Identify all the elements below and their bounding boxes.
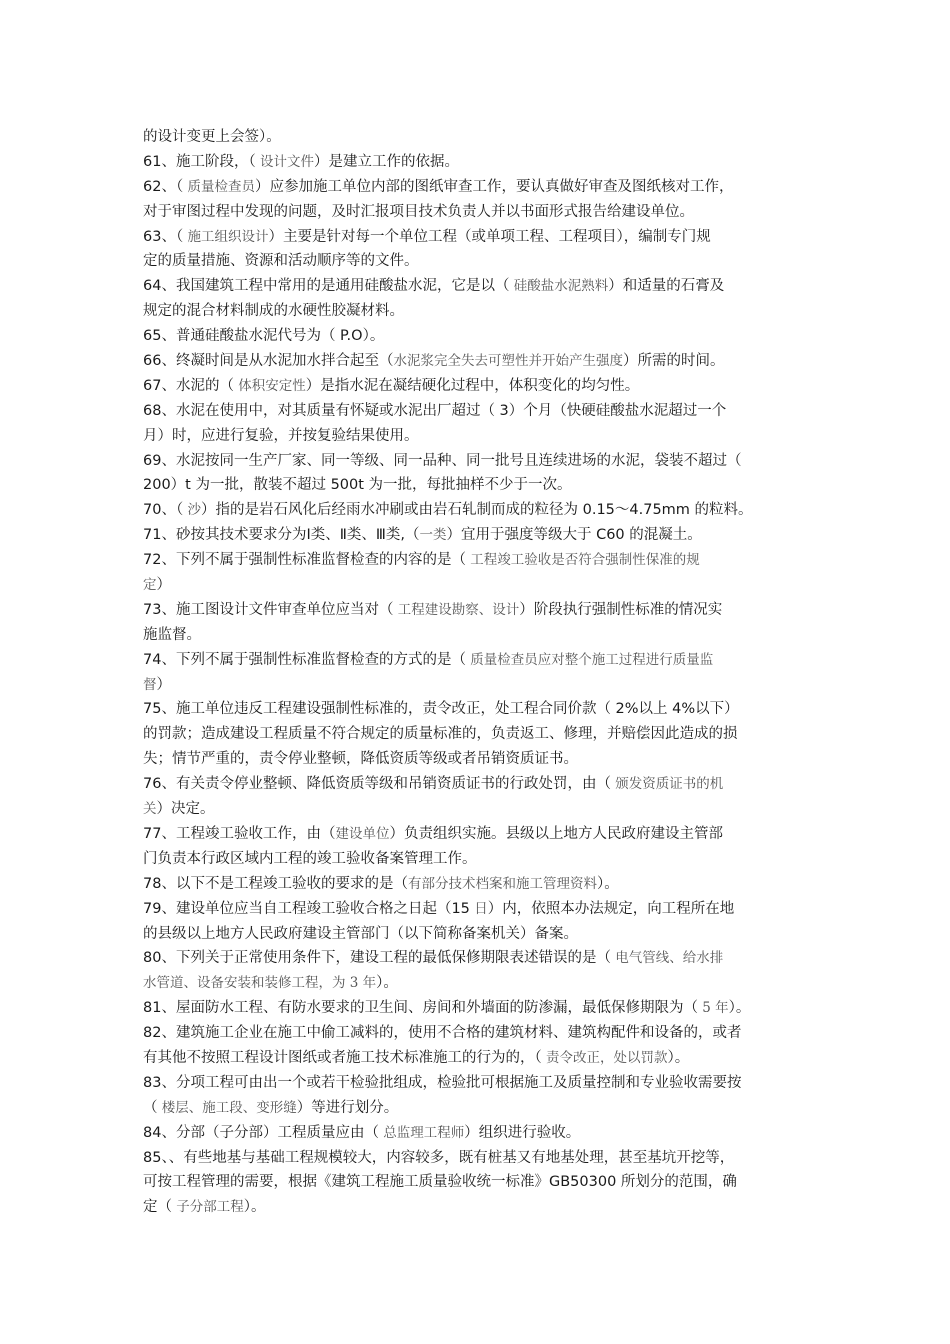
text-line (143, 523, 815, 548)
question-text: ）等进行划分。 (296, 1099, 399, 1116)
question-text: 82、建筑施工企业在施工中偷工减料的，使用不合格的建筑材料、建筑构配件和设备的，或者 (143, 1025, 742, 1042)
text-line (143, 299, 815, 324)
question-text: ）和适量的石膏及 (608, 278, 725, 295)
question-text: 门负责本行政区域内工程的竣工验收备案管理工作。 (143, 850, 477, 867)
question-text: 64、我国建筑工程中常用的是通用硅酸盐水泥，它是以（ (143, 278, 510, 295)
question-text: ）是指水泥在凝结硬化过程中，体积变化的均匀性。 (305, 377, 640, 394)
question-text: ） (156, 676, 171, 693)
question-text: ）内，依照本办法规定，向工程所在地 (487, 900, 735, 917)
question-text: ）宜用于强度等级大于 C60 的混凝土。 (446, 527, 702, 544)
question-text: 74、下列不属于强制性标准监督检查的方式的是（ (143, 651, 466, 668)
text-line (143, 946, 815, 971)
text-line (143, 1195, 815, 1220)
answer-text: 设计文件 (255, 153, 314, 170)
answer-text: 子分部工程 (172, 1199, 244, 1216)
text-line (143, 623, 815, 648)
text-line (143, 673, 815, 698)
text-line (143, 349, 815, 374)
question-text: ）。 (243, 1199, 266, 1216)
text-line (143, 1121, 815, 1146)
text-line (143, 200, 815, 225)
answer-text: 电气管线、给水排 (610, 950, 724, 967)
text-line (143, 374, 815, 399)
question-text: 78、以下不是工程竣工验收的要求的是（ (143, 875, 408, 892)
question-text: ）阶段执行强制性标准的情况实 (519, 601, 723, 618)
question-text: 有其他不按照工程设计图纸或者施工技术标准施工的行为的，（ (143, 1049, 542, 1066)
text-line (143, 1071, 815, 1096)
text-line (143, 473, 815, 498)
answer-text: 工程竣工验收是否符合强制性保准的规 (465, 552, 700, 569)
answer-text: 质量检查员应对整个施工过程进行质量监 (465, 651, 714, 668)
question-text: 76、有关责令停业整顿、降低资质等级和吊销资质证书的行政处罚，由（ (143, 776, 611, 793)
question-text: 73、施工图设计文件审查单位应当对（ (143, 601, 394, 618)
question-text: 61、施工阶段，（ (143, 153, 256, 170)
question-text: 定的质量措施、资源和活动顺序等的文件。 (143, 253, 419, 270)
question-text: 83、分项工程可由出一个或若干检验批组成，检验批可根据施工及质量控制和专业验收需要按 (143, 1074, 742, 1091)
text-line (143, 772, 815, 797)
question-text: ）。 (376, 975, 398, 992)
text-line (143, 249, 815, 274)
question-text: 68、水泥在使用中，对其质量有怀疑或水泥出厂超过（ 3）个月（快硬硅酸盐水泥超过一个 (143, 402, 727, 419)
answer-text: 总监理工程师 (378, 1124, 465, 1141)
text-line (143, 150, 815, 175)
text-line (143, 847, 815, 872)
question-text: ）决定。 (156, 801, 215, 818)
answer-text: 硅酸盐水泥熟料 (509, 278, 609, 295)
question-text: 的罚款；造成建设工程质量不符合规定的质量标准的，负责返工、修理，并赔偿因此造成的损 (143, 726, 738, 743)
answer-text: 水泥浆完全失去可塑性并开始产生强度 (393, 353, 623, 370)
answer-text: 定 (143, 577, 157, 594)
question-text: 81、屋面防水工程、有防水要求的卫生间、房间和外墙面的防渗漏，最低保修期限为（ (143, 1000, 698, 1017)
answer-text: 水管道、设备安装和装修工程，为 3 年 (143, 975, 377, 992)
text-line (143, 573, 815, 598)
answer-text: 楼层、施工段、变形缝 (157, 1099, 297, 1116)
question-text: ）组织进行验收。 (464, 1124, 581, 1141)
answer-text: 有部分技术档案和施工管理资料 (407, 875, 597, 892)
question-text: ）应参加施工单位内部的图纸审查工作，要认真做好审查及图纸核对工作， (255, 178, 734, 195)
text-line (143, 399, 815, 424)
question-text: 70、（ (143, 502, 184, 519)
text-line (143, 274, 815, 299)
question-text: 71、砂按其技术要求分为Ⅰ类、Ⅱ类、Ⅲ类,（ (143, 527, 420, 544)
question-text: 定（ (143, 1199, 172, 1216)
answer-text: 建设单位 (335, 825, 390, 842)
text-line (143, 225, 815, 250)
question-text: 的设计变更上会签）。 (143, 129, 281, 145)
text-line (143, 747, 815, 772)
question-text: 失；情节严重的，责令停业整顿，降低资质等级或者吊销资质证书。 (143, 751, 578, 768)
text-line (143, 449, 815, 474)
question-text: 79、建设单位应当自工程竣工验收合格之日起（15 (143, 900, 470, 917)
question-text: 65、普通硅酸盐水泥代号为（ P.O）。 (143, 328, 385, 345)
text-line (143, 175, 815, 200)
text-line (143, 125, 815, 150)
text-line (143, 648, 815, 673)
text-line (143, 897, 815, 922)
question-text: 85、、有些地基与基础工程规模较大，内容较多，既有桩基又有地基处理，甚至基坑开挖等， (143, 1149, 735, 1166)
question-text: ）。 (596, 875, 619, 892)
text-line (143, 872, 815, 897)
text-line (143, 1146, 815, 1171)
text-line (143, 424, 815, 449)
question-text: 可按工程管理的需要，根据《建筑工程施工质量验收统一标准》GB50300 所划分的范围，确 (143, 1174, 737, 1191)
text-line (143, 922, 815, 947)
question-text: 规定的混合材料制成的水硬性胶凝材料。 (143, 303, 404, 320)
text-line (143, 1170, 815, 1195)
text-line (143, 797, 815, 822)
answer-text: 日 (469, 900, 488, 917)
answer-text: 一类 (419, 527, 447, 544)
text-line (143, 1021, 815, 1046)
question-text: 84、分部（子分部）工程质量应由（ (143, 1124, 379, 1141)
answer-text: 工程建设勘察、设计 (393, 601, 520, 618)
document-body (143, 125, 815, 1220)
question-text: ）是建立工作的依据。 (314, 153, 459, 170)
answer-text: 责令改正，处以罚款 (541, 1049, 668, 1066)
question-text: 66、终凝时间是从水泥加水拌合起至（ (143, 353, 394, 370)
text-line (143, 722, 815, 747)
question-text: 对于审图过程中发现的问题，及时汇报项目技术负责人并以书面形式报告给建设单位。 (143, 203, 694, 220)
text-line (143, 598, 815, 623)
question-text: ）指的是岩石风化后经雨水冲刷或由岩石轧制而成的粒径为 0.15～4.75mm 的粒料。 (201, 502, 753, 519)
question-text: 77、工程竣工验收工作，由（ (143, 825, 336, 842)
text-line (143, 822, 815, 847)
question-text: ）。 (667, 1049, 690, 1066)
text-line (143, 697, 815, 722)
question-text: 200）t 为一批，散装不超过 500t 为一批，每批抽样不少于一次。 (143, 477, 572, 494)
question-text: ）主要是针对每一个单位工程（或单项工程、工程项目），编制专门规 (268, 228, 711, 245)
question-text: 月）时，应进行复验，并按复验结果使用。 (143, 427, 419, 444)
answer-text: 沙 (183, 502, 201, 519)
question-text: ）负责组织实施。县级以上地方人民政府建设主管部 (389, 825, 723, 842)
question-text: 80、下列关于正常使用条件下，建设工程的最低保修期限表述错误的是（ (143, 950, 611, 967)
text-line (143, 324, 815, 349)
question-text: 的县级以上地方人民政府建设主管部门（以下简称备案机关）备案。 (143, 925, 578, 942)
text-line (143, 971, 815, 996)
question-text: ）所需的时间。 (622, 353, 725, 370)
answer-text: 关 (143, 801, 157, 818)
text-line (143, 548, 815, 573)
question-text: 72、下列不属于强制性标准监督检查的内容的是（ (143, 552, 466, 569)
question-text: 69、水泥按同一生产厂家、同一等级、同一品种、同一批号且连续进场的水泥，袋装不超过（ (143, 452, 742, 469)
answer-text: 5 年 (697, 1000, 729, 1017)
text-line (143, 1096, 815, 1121)
question-text: （ (143, 1099, 158, 1116)
answer-text: 督 (143, 676, 157, 693)
question-text: ） (156, 577, 171, 594)
question-text: 63、（ (143, 228, 184, 245)
answer-text: 质量检查员 (183, 178, 255, 195)
text-line (143, 498, 815, 523)
question-text: 施监督。 (143, 626, 201, 643)
text-line (143, 996, 815, 1021)
question-text: ）。 (728, 1000, 751, 1017)
answer-text: 施工组织设计 (183, 228, 269, 245)
answer-text: 颁发资质证书的机 (610, 776, 724, 793)
question-text: 75、施工单位违反工程建设强制性标准的，责令改正，处工程合同价款（ 2%以上 4%以下） (143, 701, 739, 718)
question-text: 67、水泥的（ (143, 377, 234, 394)
question-text: 62、（ (143, 178, 184, 195)
answer-text: 体积安定性 (233, 377, 306, 394)
text-line (143, 1046, 815, 1071)
